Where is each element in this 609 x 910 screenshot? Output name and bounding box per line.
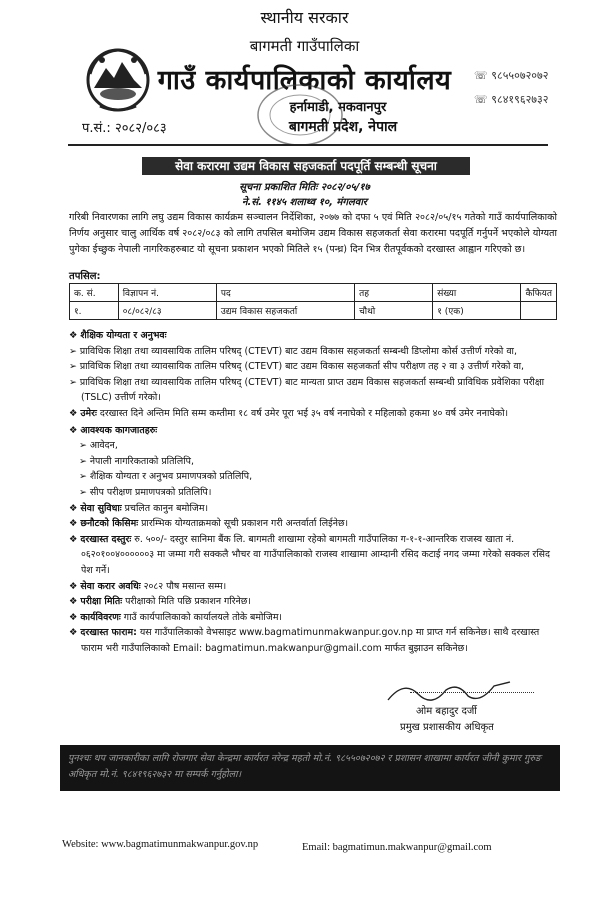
vacancy-table [69,283,557,320]
contract-period [69,579,559,595]
list-item: ➢ प्राविधिक शिक्षा तथा व्यावसायिक तालिम परिषद् (CTEVT) बाट उद्यम विकास सहजकर्ता सीप परीक्षण तह २ वा ३ उत्तीर्ण गरेको वा, [69,359,559,375]
list-item: ➢ नेपाली नागरिकताको प्रतिलिपि, [69,454,559,470]
list-item: ➢ शैक्षिक योग्यता र अनुभव प्रमाणपत्रको प्रतिलिपि, [69,469,559,485]
table-header-cell: कैफियत [521,284,557,302]
exam-label: परीक्षा मितिः [80,596,123,608]
form-text: यस गाउँपालिकाको वेभसाइट www.bagmatimunmakwanpur.gov.np मा प्राप्त गर्न सकिनेछ। साथै दरखास्त फाराम भरी गाउँपालिकाको Email: bagmatimun.makwanpur@gmail.com मार्फत बुझाउन सकिनेछ। [81,627,540,654]
phone-number-1: ☏ ९८५५०७२०७२ [474,69,549,82]
government-title: स्थानीय सरकार [260,8,349,27]
table-row [70,302,557,320]
application-form [69,625,559,656]
list-item: ➢ सीप परीक्षण प्रमाणपत्रको प्रतिलिपि। [69,485,559,501]
selection-text: प्रारम्भिक योग्यताक्रमको सूची प्रकाशन गरी अन्तर्वार्ता लिईनेछ। [138,518,349,530]
documents-heading: ❖ आवश्यक कागजातहरुः [69,423,559,439]
signature-icon [384,676,514,706]
office-title: गाउँ कार्यपालिकाको कार्यालय [157,65,452,96]
service-facilities [69,501,559,517]
fiscal-year: प.सं.: २०८२/०८३ [82,121,167,136]
notice-title-banner: सेवा करारमा उद्यम विकास सहजकर्ता पदपूर्ति सम्बन्धी सूचना [142,157,470,175]
redacted-postscript: पुनश्चः थप जानकारीका लागि रोजगार सेवा केन्द्रमा कार्यरत नरेन्द्र महतो मो.नं. ९८५५०७२०७२ र प्रशासन शाखामा कार्यरत जीनी कुमार गुरुङ अधिकृत मो.नं. ९८४१९६२७३२ मा सम्पर्क गर्नुहोला। [60,745,560,791]
list-item: ➢ प्राविधिक शिक्षा तथा व्यावसायिक तालिम परिषद् (CTEVT) बाट उद्यम विकास सहजकर्ता सम्बन्धी डिप्लोमा कोर्स उत्तीर्ण गरेको वा, [69,344,559,360]
details-label: तपसिल: [69,271,101,282]
table-cell: १ (एक) [433,302,521,320]
list-item: ➢ आवेदन, [69,438,559,454]
table-header-cell: क. सं. [70,284,119,302]
fee-text: रु. ५००/- दस्तुर सानिमा बैंक लि. बागमती शाखामा रहेको बागमती गाउँपालिका ग-१-१-आन्तरिक राजस्व खाता नं. ०६२०१००४००००००३ मा जम्मा गरी सक्कलै भौचर वा गाउँपालिकाको राजस्व शाखामा आम्दानी रसिद कटाई नगद जम्मा गरेको सक्कल रसिद पेश गर्ने। [81,533,551,576]
work-schedule [69,610,559,626]
header-divider [68,144,548,146]
notice-intro: गरिबी निवारणका लागि लघु उद्यम विकास कार्यक्रम सञ्चालन निर्देशिका, २०७७ को दफा ५ एवं मिति २०८२/०५/१५ गतेको गाउँ कार्यपालिकाको निर्णय अनुसार चालु आर्थिक वर्ष २०८२/०८३ को लागि तपसिल बमोजिम उद्यम विकास सहजकर्ता सेवा करारमा पदपूर्ति गर्नुपर्ने भएकोले योग्यता पुगेका ईच्छुक नेपाली नागरिकहरुबाट यो सूचना प्रकाशन भएको मितिले १५ (पन्ध्र) दिन भित्र रीतपूर्वकको दरखास्त आह्वान गरिएको छ। [69,212,557,255]
selection-method [69,516,559,532]
signature-line [410,692,534,693]
schedule-text: गाउँ कार्यपालिकाको कार्यालयले तोके बमोजिम। [120,611,282,623]
footer-email: Email: bagmatimun.makwanpur@gmail.com [302,842,492,853]
schedule-label: कार्यविवरणः [80,611,121,623]
table-header-row [70,284,557,302]
district-address: हर्नामाडी, मकवानपुर [289,100,387,115]
table-header-cell: पद [216,284,354,302]
fee-label: दरखास्त दस्तुरः [80,533,132,545]
signatory-name: ओम बहादुर दर्जी [416,706,477,717]
age-requirement [69,406,559,422]
table-header-cell: संख्या [433,284,521,302]
footer-website: Website: www.bagmatimunmakwanpur.gov.np [62,839,259,850]
exam-text: परीक्षाको मिति पछि प्रकाशन गरिनेछ। [122,596,251,608]
table-cell: उद्यम विकास सहजकर्ता [216,302,354,320]
table-cell: ०८/०८२/८३ [118,302,216,320]
contract-label: सेवा करार अवधिः [80,580,141,592]
published-date: सूचना प्रकाशित मितिः २०८२/०५/१७ [239,182,370,193]
table-header-cell: तह [355,284,433,302]
municipality-title: बागमती गाउँपालिका [249,37,360,55]
published-nepal-sambat: ने.सं. ११४५ शलाथ्व १०, मंगलवार [241,197,368,208]
exam-date [69,594,559,610]
province-address: बागमती प्रदेश, नेपाल [288,119,398,135]
notice-body [69,327,559,656]
nepal-emblem-icon [82,44,154,114]
facilities-text: प्रचलित कानुन बमोजिम। [121,502,209,514]
table-header-cell: विज्ञापन नं. [118,284,216,302]
application-fee [69,532,559,579]
table-cell [521,302,557,320]
table-cell: चौथो [355,302,433,320]
office-stamp-icon [250,80,350,150]
facilities-label: सेवा सुविधाः [80,502,122,514]
list-item: ➢ प्राविधिक शिक्षा तथा व्यावसायिक तालिम परिषद् (CTEVT) बाट मान्यता प्राप्त उद्यम विकास सहजकर्ता सम्बन्धी प्राविधिक प्रवेशिका परीक्षा (TSLC) उत्तीर्ण गरेको। [69,375,559,406]
age-text: दरखास्त दिने अन्तिम मिति सम्म कम्तीमा १८ वर्ष उमेर पूरा भई ३५ वर्ष ननाघेको र महिलाको हकमा ४० वर्ष उमेर ननाघेको। [96,407,509,419]
contract-text: २०८२ पौष मसान्त सम्म। [140,580,227,592]
age-label: उमेरः [80,407,97,419]
signatory-title: प्रमुख प्रशासकीय अधिकृत [400,722,494,733]
table-cell: १. [70,302,119,320]
phone-number-2: ☏ ९८४१९६२७३२ [474,93,549,106]
qualifications-heading: ❖ शैक्षिक योग्यता र अनुभवः [69,328,559,344]
form-label: दरखास्त फाराम: [80,627,137,639]
selection-label: छनौटको किसिमः [80,518,139,530]
